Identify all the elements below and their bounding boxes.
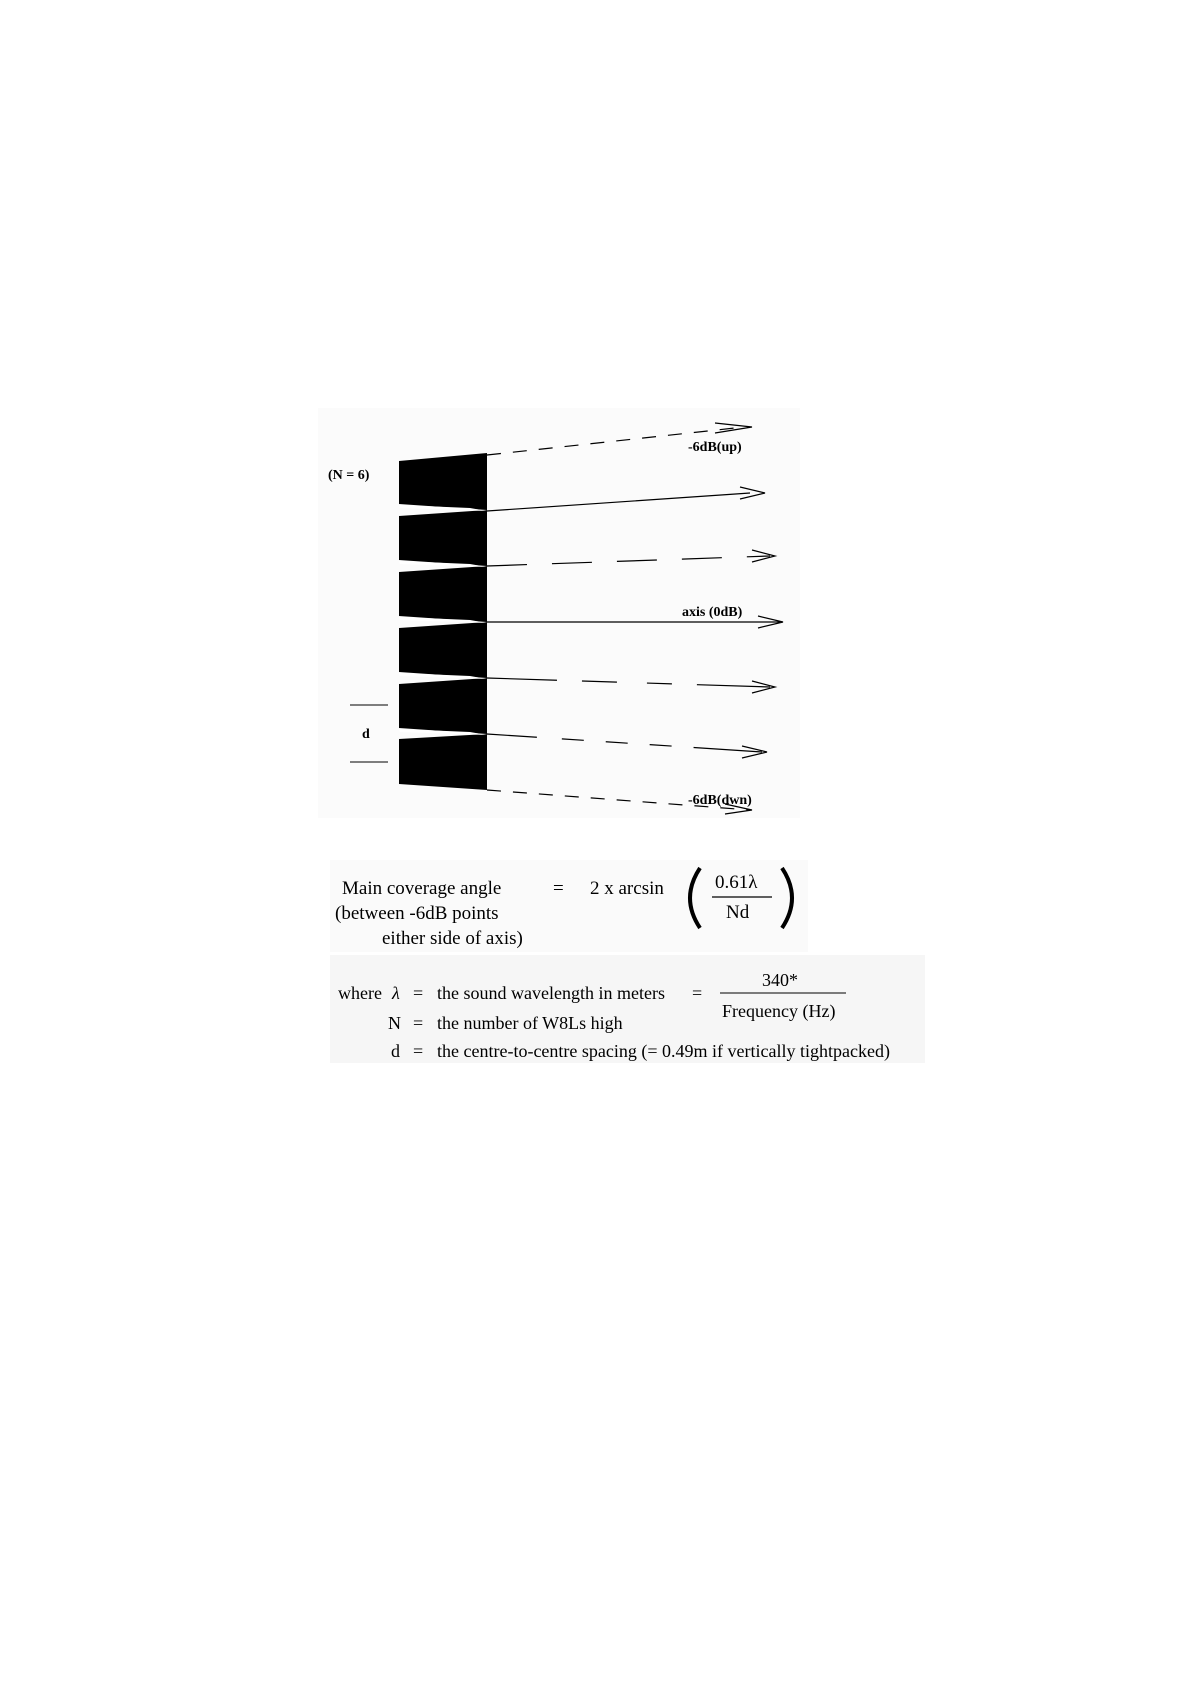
formula-line3: either side of axis)	[382, 928, 523, 949]
n-label: (N = 6)	[328, 468, 370, 483]
n-equals: =	[413, 1013, 424, 1033]
speaker-cabinet-3	[399, 566, 487, 622]
fraction-denominator: Nd	[726, 902, 750, 923]
lambda-symbol: λ	[392, 983, 400, 1003]
lambda-equals: =	[413, 983, 424, 1003]
speaker-cabinet-2	[399, 510, 487, 566]
fraction-numerator: 0.61λ	[715, 872, 758, 893]
lambda-description: the sound wavelength in meters	[437, 983, 665, 1003]
lambda-equals-2: =	[692, 983, 703, 1003]
speaker-cabinet-6	[399, 734, 487, 790]
formula-line1: Main coverage angle	[342, 878, 502, 899]
down-6db-label: -6dB(dwn)	[688, 793, 752, 808]
formula-line2: (between -6dB points	[335, 903, 499, 924]
speaker-cabinet-5	[399, 678, 487, 734]
axis-label: axis (0dB)	[682, 605, 743, 620]
d-label: d	[362, 727, 370, 742]
d-symbol: d	[391, 1041, 400, 1061]
formula-equals: =	[553, 878, 564, 899]
lambda-numerator: 340*	[762, 970, 798, 990]
speaker-cabinet-1	[399, 453, 487, 510]
d-equals: =	[413, 1041, 424, 1061]
formula-rhs: 2 x arcsin	[590, 878, 664, 899]
where-label: where	[338, 983, 382, 1003]
n-description: the number of W8Ls high	[437, 1013, 623, 1033]
n-symbol: N	[388, 1013, 401, 1033]
speaker-cabinet-4	[399, 622, 487, 678]
d-description: the centre-to-centre spacing (= 0.49m if vertically tightpacked)	[437, 1041, 890, 1061]
lambda-denominator: Frequency (Hz)	[722, 1001, 836, 1021]
up-6db-label: -6dB(up)	[688, 440, 742, 455]
